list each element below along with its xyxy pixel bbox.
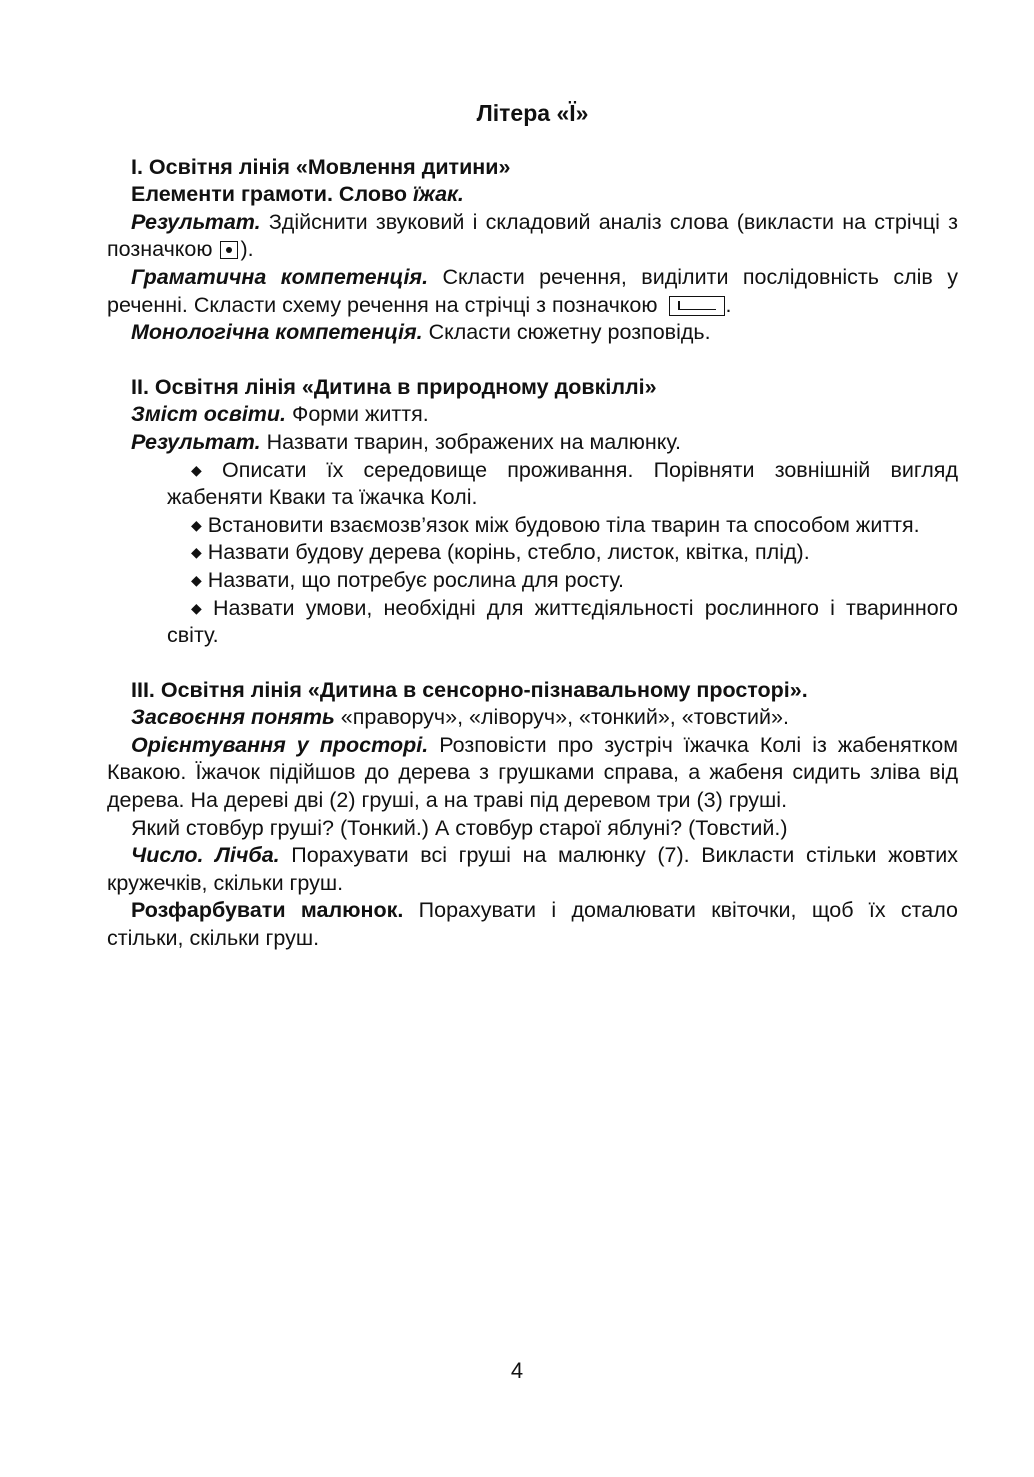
section-1-heading: І. Освітня лінія «Мовлення дитини» (131, 154, 511, 179)
list-item: ◆ Назвати, що потребує рослина для росту. (191, 567, 624, 592)
section-2-heading: ІІ. Освітня лінія «Дитина в природному довкіллі» (131, 374, 657, 399)
list-item: ◆ Встановити взаємозв’язок між будовою тіла тварин та способом життя. (191, 512, 920, 537)
diamond-bullet-icon: ◆ (191, 571, 202, 588)
section-1-subheading: Елементи грамоти. Слово їжак. (131, 182, 464, 207)
section-3-question: Який стовбур груші? (Тонкий.) А стовбур старої яблуні? (Товстий.) (131, 815, 788, 840)
section-1-monologue: Монологічна компетенція. Скласти сюжетну розповідь. (131, 320, 711, 345)
section-3-coloring: Розфарбувати малюнок. Порахувати і домалювати квіточки, щоб їх стало стільки, скільки груш. (107, 898, 958, 951)
list-item: ◆ Назвати умови, необхідні для життєдіяльності рослинного і тваринного світу. (167, 595, 958, 648)
section-3-counting: Число. Лічба. Порахувати всі груші на малюнку (7). Викласти стільки жовтих кружечків, скільки груш. (107, 843, 958, 895)
diamond-bullet-icon: ◆ (191, 599, 207, 616)
diamond-bullet-icon: ◆ (191, 544, 202, 561)
page-number: 4 (510, 1358, 524, 1383)
document-page (107, 100, 958, 953)
diamond-bullet-icon: ◆ (191, 461, 216, 478)
sentence-scheme-icon (669, 296, 725, 316)
section-3-orientation: Орієнтування у просторі. Розповісти про зустріч їжачка Колі із жабенятком Квакою. Їжачок підійшов до дерева з грушками справа, а жабеня сидить зліва від дерева. На дереві дві (2) груші, а на траві під деревом три (3) груші. (107, 732, 958, 813)
list-item: ◆ Описати їх середовище проживання. Порівняти зовнішній вигляд жабеняти Кваки та їжачка Колі. (167, 457, 958, 510)
section-1-result: Результат. Здійснити звуковий і складовий аналіз слова (викласти на стрічці з позначкою ). (107, 209, 958, 262)
section-2-content: Зміст освіти. Форми життя. (131, 402, 429, 427)
diamond-bullet-icon: ◆ (191, 516, 202, 533)
section-1-grammar: Граматична компетенція. Скласти речення, виділити послідовність слів у реченні. Скласти схему речення на стрічці з позначкою . (107, 264, 958, 317)
section-3-concepts: Засвоєння понять «праворуч», «ліворуч», «тонкий», «товстий». (131, 705, 789, 730)
page-title: Літера «Ї» (476, 100, 589, 126)
dot-box-icon (220, 241, 238, 259)
section-3-heading: ІІІ. Освітня лінія «Дитина в сенсорно-пізнавальному просторі». (131, 677, 808, 702)
section-2-result: Результат. Назвати тварин, зображених на малюнку. (131, 429, 682, 454)
list-item: ◆ Назвати будову дерева (корінь, стебло, листок, квітка, плід). (191, 540, 810, 565)
